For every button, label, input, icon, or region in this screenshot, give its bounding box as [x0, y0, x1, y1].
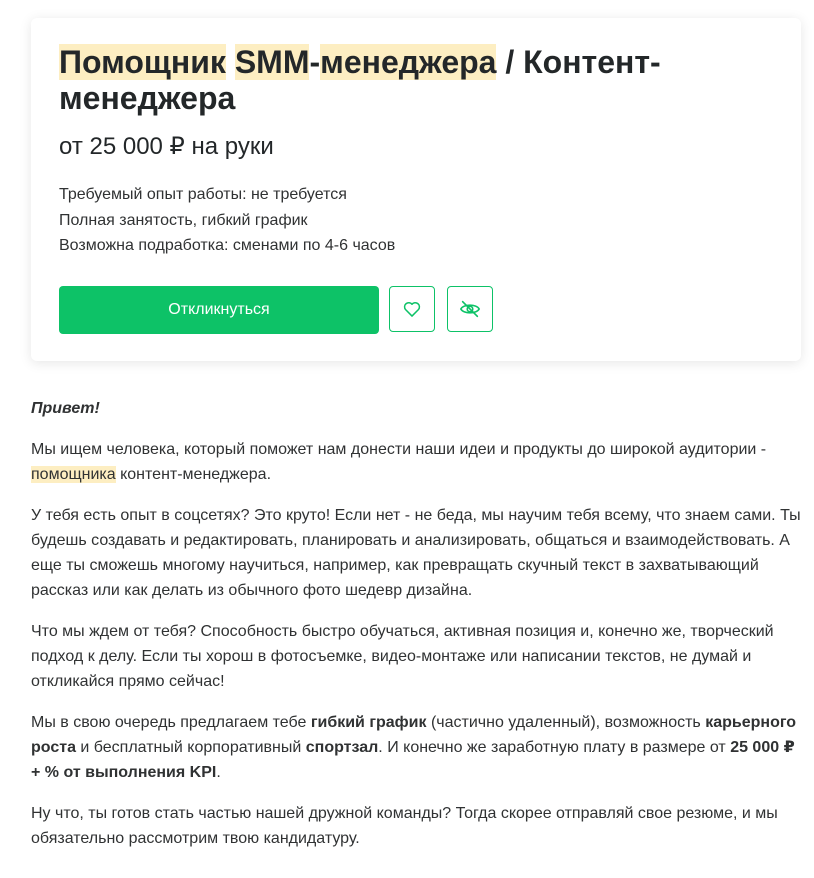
favorite-button[interactable]: [389, 286, 435, 332]
hide-vacancy-button[interactable]: [447, 286, 493, 332]
title-highlight: Помощник: [59, 44, 226, 80]
experience-text: Требуемый опыт работы: не требуется: [59, 186, 347, 203]
eye-off-icon: [459, 298, 481, 320]
vacancy-description: [31, 396, 807, 867]
description-paragraph: Мы в свою очередь предлагаем тебе гибкий график (частично удаленный), возможность карьерного роста и бесплатный корпоративный спортзал. И конечно же заработную плату в размере от 25 000 ₽ + % от выполнения KPI.: [31, 714, 797, 781]
description-paragraph: У тебя есть опыт в соцсетях? Это круто! Если нет - не беда, мы научим тебя всему, что знаем сами. Ты будешь создавать и редактировать, планировать и анализировать, общаться и взаимодействовать. А еще ты сможешь многому научиться, например, как превращать скучный текст в захватывающий рассказ или как делать из обычного фото шедевр дизайна.: [31, 507, 801, 599]
apply-button[interactable]: Откликнуться: [59, 286, 379, 334]
greeting: Привет!: [31, 400, 100, 417]
title-highlight: SMM: [234, 44, 310, 80]
vacancy-title: Помощник SMM-менеджера / Контент-менеджера: [59, 44, 661, 116]
employment-text: Полная занятость, гибкий график: [59, 211, 308, 229]
vacancy-card: [31, 18, 801, 361]
description-paragraph: Ну что, ты готов стать частью нашей дружной команды? Тогда скорее отправляй свое резюме, и мы обязательно рассмотрим твою кандидатуру.: [31, 805, 778, 847]
description-paragraph: Мы ищем человека, который поможет нам донести наши идеи и продукты до широкой аудитории - помощника контент-менеджера.: [31, 441, 767, 483]
title-highlight: менеджера: [320, 44, 497, 80]
heart-icon: [402, 299, 422, 319]
description-paragraph: Что мы ждем от тебя? Способность быстро обучаться, активная позиция и, конечно же, творческий подход к делу. Если ты хорош в фотосъемке, видео-монтаже или написании текстов, не думай и откликайся прямо сейчас!: [31, 623, 774, 690]
highlighted-word: помощника: [31, 466, 116, 483]
salary: от 25 000 ₽ на руки: [59, 133, 274, 160]
parttime-text: Возможна подработка: сменами по 4-6 часов: [59, 237, 396, 254]
vacancy-meta: [59, 182, 395, 259]
